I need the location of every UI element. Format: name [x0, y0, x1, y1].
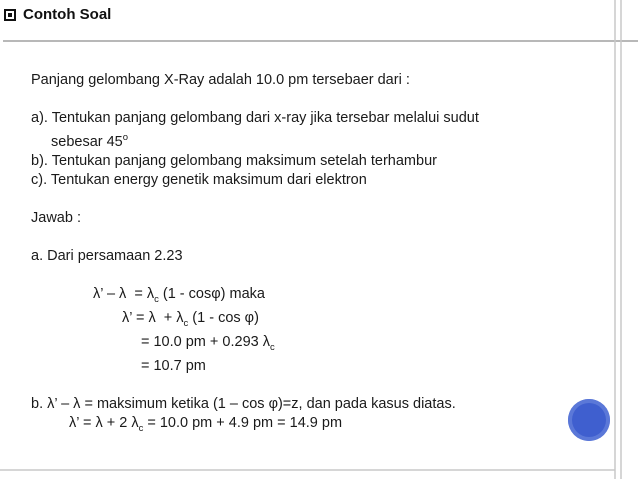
- question-a-line2-text: sebesar 45: [51, 133, 123, 150]
- equation-3-sub: c: [269, 341, 275, 353]
- slide-content: [31, 71, 591, 437]
- equation-3: [31, 333, 591, 357]
- answer-b-line2-sub: c: [138, 422, 144, 434]
- equation-1-sub: c: [154, 293, 159, 305]
- question-a-line1: a). Tentukan panjang gelombang dari x-ray jika tersebar melalui sudut: [31, 110, 479, 126]
- question-a-line2: [31, 128, 591, 152]
- slide-title-row: [4, 6, 111, 23]
- answer-b-line1: b. λ’ – λ = maksimum ketika (1 – cos φ)=z, dan pada kasus diatas.: [31, 395, 456, 412]
- answer-a-heading: a. Dari persamaan 2.23: [31, 247, 183, 264]
- equation-1: [31, 285, 591, 309]
- square-bullet-icon: [4, 9, 16, 21]
- question-b: b). Tentukan panjang gelombang maksimum setelah terhambur: [31, 152, 437, 169]
- equation-2-right: (1 - cos φ): [188, 309, 259, 326]
- question-intro: Panjang gelombang X-Ray adalah 10.0 pm tersebaer dari :: [31, 72, 410, 88]
- question-c: c). Tentukan energy genetik maksimum dari elektron: [31, 171, 367, 188]
- answer-b-line2-left: λ’ = λ + 2 λ: [69, 414, 139, 431]
- answer-b-line2-right: = 10.0 pm + 4.9 pm = 14.9 pm: [143, 414, 343, 431]
- decorative-circle: [568, 399, 610, 441]
- answer-label: Jawab :: [31, 209, 81, 226]
- equation-2-sub: c: [183, 317, 189, 329]
- equation-2: [31, 309, 591, 333]
- equation-1-right: (1 - cosφ) maka: [158, 285, 265, 302]
- equation-4: = 10.7 pm: [141, 357, 206, 374]
- equation-2-left: λ’ = λ + λ: [122, 309, 184, 326]
- equation-3-left: = 10.0 pm + 0.293 λ: [141, 333, 270, 350]
- answer-b-line2: [31, 414, 591, 438]
- slide-title: Contoh Soal: [23, 6, 112, 23]
- equation-1-left: λ’ – λ = λ: [93, 285, 155, 302]
- degree-sup: o: [122, 132, 129, 143]
